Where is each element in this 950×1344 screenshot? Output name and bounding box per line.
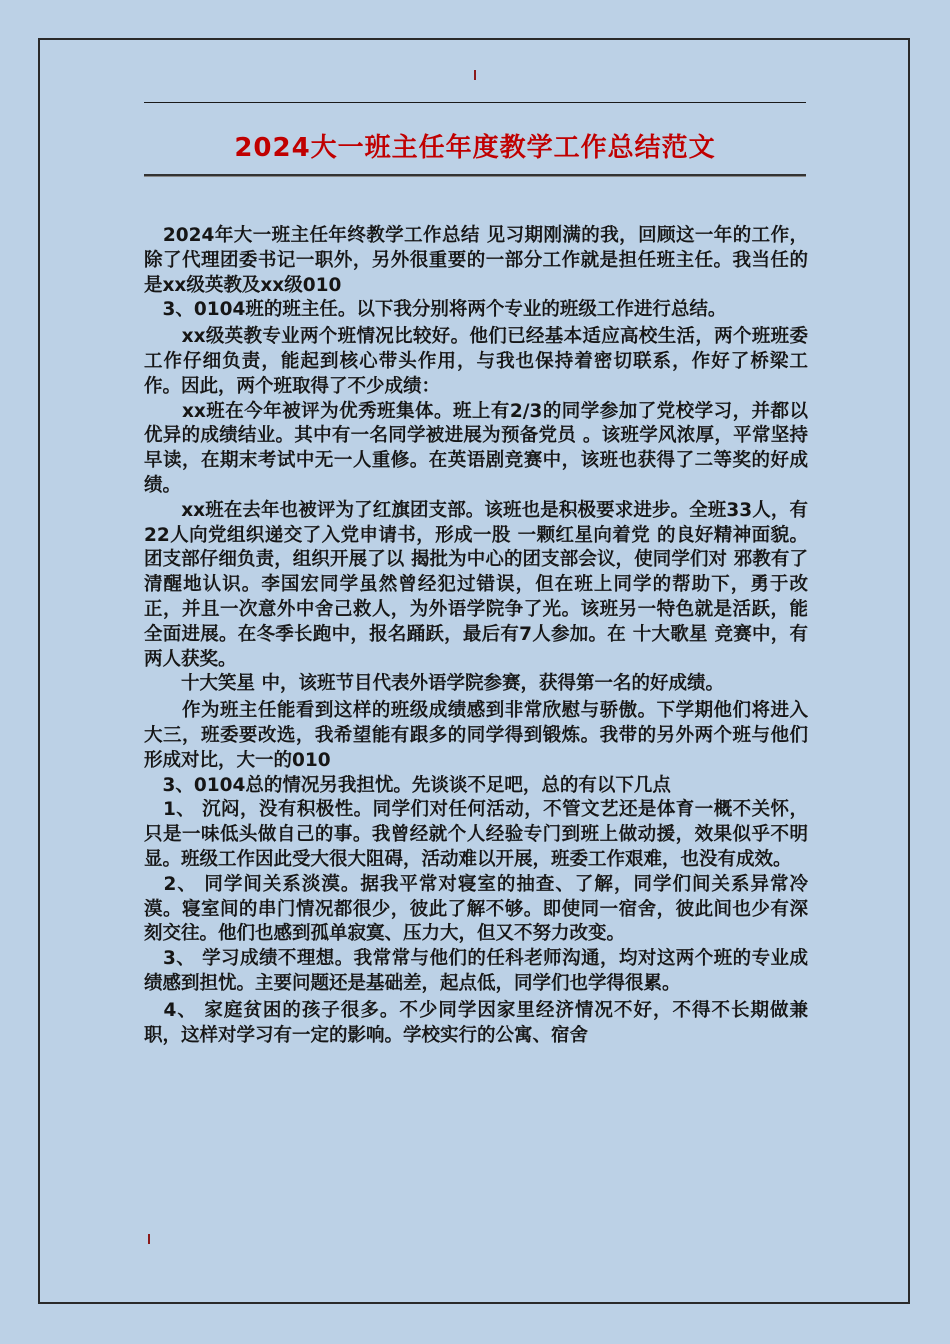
paragraph: 作为班主任能看到这样的班级成绩感到非常欣慰与骄傲。下学期他们将进入大三，班委要改选，我希望能有跟多的同学得到锻炼。我带的另外两个班与他们形成对比，大一的010	[144, 700, 808, 771]
document-title: 2024大一班主任年度教学工作总结范文	[234, 133, 716, 163]
paragraph: 2、 同学间关系淡漠。据我平常对寝室的抽查、了解，同学们间关系异常冷漠。寝室间的串门情况都很少，彼此了解不够。即使同一宿舍，彼此间也少有深刻交往。他们也感到孤单寂寞、压力大，但又不努力改变。	[144, 873, 808, 945]
paragraph: 3、0104班的班主任。以下我分别将两个专业的班级工作进行总结。	[144, 299, 727, 321]
title-rule	[144, 174, 806, 176]
paragraph: xx班在去年也被评为了红旗团支部。该班也是积极要求进步。全班33人，有22人向党组织递交了入党申请书，形成一股 一颗红星向着党 的良好精神面貌。团支部仔细负责，组织开展了以 揭批为中心的团支部会议，使同学们对 邪教有了清醒地认识。李国宏同学虽然曾经犯过错误，但在班上同学的帮助下，勇于改正，并且一次意外中舍己救人，为外语学院争了光。该班另一特色就是活跃，能全面进展。在冬季长跑中，报名踊跃，最后有7人参加。在 十大歌星 竞赛中，有两人获奖。	[144, 499, 808, 670]
header-rule	[144, 102, 806, 103]
footer-marker	[148, 1234, 150, 1244]
paragraph: 4、 家庭贫困的孩子很多。不少同学因家里经济情况不好，不得不长期做兼职，这样对学习有一定的影响。学校实行的公寓、宿舍	[144, 999, 808, 1046]
paragraph: 3、0104总的情况另我担忧。先谈谈不足吧，总的有以下几点	[144, 774, 671, 796]
paragraph: 3、 学习成绩不理想。我常常与他们的任科老师沟通，均对这两个班的专业成绩感到担忧。主要问题还是基础差，起点低，同学们也学得很累。	[144, 948, 808, 994]
paragraph: xx班在今年被评为优秀班集体。班上有2/3的同学参加了党校学习，并都以优异的成绩结业。其中有一名同学被进展为预备党员 。该班学风浓厚，平常坚持早读，在期末考试中无一人重修。在英语剧竞赛中，该班也获得了二等奖的好成绩。	[144, 400, 808, 496]
paragraph: 1、 沉闷，没有积极性。同学们对任何活动，不管文艺还是体育一概不关怀，只是一味低头做自己的事。我曾经就个人经验专门到班上做动援，效果似乎不明显。班级工作因此受大很大阻碍，活动难以开展，班委工作艰难，也没有成效。	[144, 799, 808, 870]
document-body	[144, 224, 808, 1048]
paragraph: 2024年大一班主任年终教学工作总结 见习期刚满的我，回顾这一年的工作，除了代理团委书记一职外，另外很重要的一部分工作就是担任班主任。我当任的是xx级英教及xx级010	[144, 225, 808, 296]
paragraph: xx级英教专业两个班情况比较好。他们已经基本适应高校生活，两个班班委工作仔细负责，能起到核心带头作用，与我也保持着密切联系，作好了桥梁工作。因此，两个班取得了不少成绩：	[144, 326, 808, 397]
paragraph: 十大笑星 中，该班节目代表外语学院参赛，获得第一名的好成绩。	[144, 673, 724, 695]
header-marker	[474, 70, 476, 80]
